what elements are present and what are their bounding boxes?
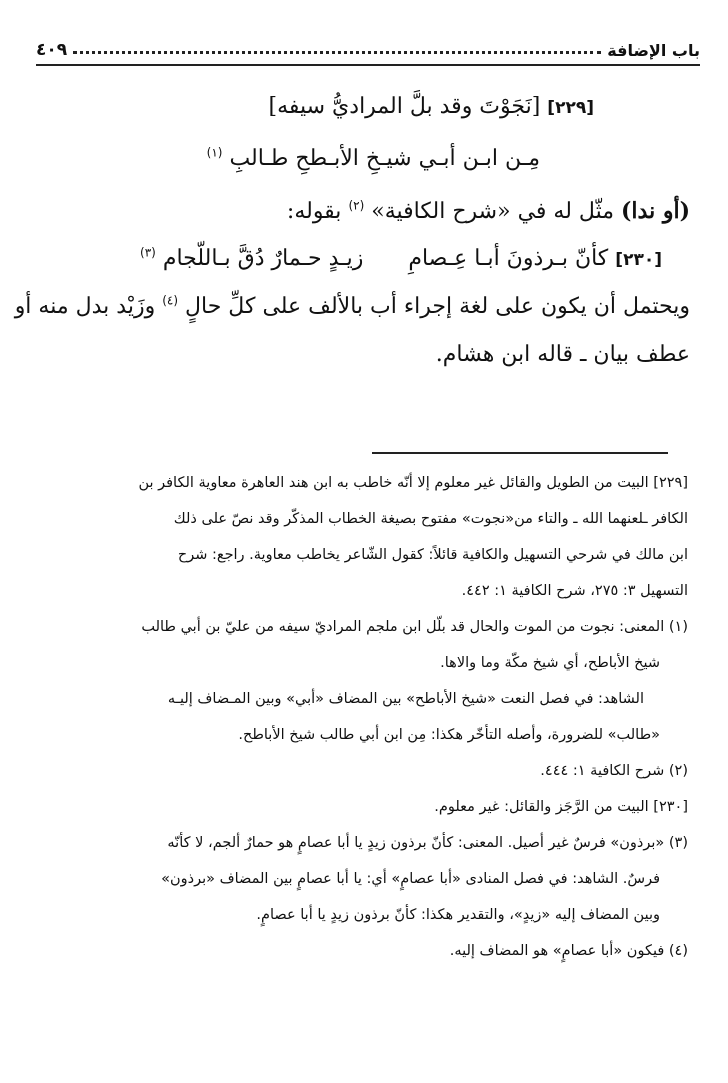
footnote-line: الكافر ـلعنهما الله ـ والتاء من«نجوت» مفتوح بصيغة الخطاب المذكّر وقد نصّ على ذلك [173,511,688,527]
text: وزَيْد بدل منه أو [14,294,156,319]
or-call-line [287,188,690,235]
verse-number: [٢٢٩] [547,98,594,118]
footnote-marker: (٢) [348,198,365,213]
running-header [36,30,700,60]
chapter-title: باب الإضافة [607,41,700,60]
footnote-line: [٢٣٠] البيت من الرَّجَز والقائل: غير معلوم. [434,799,688,815]
header-rule [36,64,700,66]
page-number: ٤٠٩ [36,40,68,60]
verse-first-hemistich: كأنّ بـرذونَ أبـا عِـصامِ [408,246,609,271]
verse-text: [نَجَوْتَ وقد بلَّ المراديُّ سيفه] [268,94,541,119]
prose-line: عطف بيان ـ قاله ابن هشام. [435,342,690,367]
dot-leader [73,51,601,54]
footnote-line: (٣) «برذون» فرسٌ غير أصيل. المعنى: كأنّ برذون زيدٍ يا أبا عصامٍ هو حمارٌ ألجم، لا كأنّه [167,835,688,851]
footnote-line: (٢) شرح الكافية ١: ٤٤٤. [540,763,688,779]
verse-text: مِـن ابـن أبـي شيـخِ الأبـطحِ طـالبِ [229,146,540,171]
text: ويحتمل أن يكون على لغة إجراء أب بالألف على كلِّ حالٍ [185,294,690,319]
footnote-line: الشاهد: في فصل النعت «شيخ الأباطح» بين المضاف «أبي» وبين المـضاف إليـه [167,691,644,707]
footnote-line: وبين المضاف إليه «زيدٍ»، والتقدير هكذا: كأنّ برذون زيدٍ يا أبا عصامٍ. [256,907,660,923]
verse-229-second-hemistich [207,136,540,182]
footnote-line: (٤) فيكون «أبا عصامٍ» هو المضاف إليه. [449,943,688,959]
footnote-marker: (٤) [162,293,179,308]
footnote-line: ابن مالك في شرحي التسهيل والكافية قائلاً: كقول الشّاعر يخاطب معاوية. راجع: شرح [177,547,688,563]
verse-230 [140,236,662,283]
footnote-line: فرسٌ. الشاهد: في فصل المنادى «أبا عصامٍ» أي: يا أبا عصامٍ بين المضاف «برذون» [161,871,660,887]
verse-229-first-hemistich [268,84,594,131]
footnote-line: (١) المعنى: نجوت من الموت والحال قد بلّل ابن ملجم المراديّ سيفه من عليّ بن أبي طالب [141,619,688,635]
verse-second-hemistich: زيـدٍ حـمارٌ دُقَّ بـاللّجام [162,246,364,271]
prose-line [15,284,690,330]
footnote-marker: (١) [206,145,223,160]
verse-number: [٢٣٠] [615,250,662,270]
text: مثّل له في «شرح الكافية» [371,199,614,224]
footnote-line: التسهيل ٣: ٢٧٥، شرح الكافية ١: ٤٤٢. [461,583,688,599]
quoted-term: (أو ندا) [621,198,690,224]
footnote-line: «طالب» للضرورة، وأصله التأخّر هكذا: مِن ابن أبي طالب شيخ الأباطح. [238,727,660,743]
footnote-line: [٢٢٩] البيت من الطويل والقائل غير معلوم إلا أنّه خاطب به ابن هند العاهرة معاوية الكافر بن [138,475,688,491]
footnote-line: شيخ الأباطح، أي شيخ مكّة وما والاها. [440,655,660,671]
footnote-marker: (٣) [140,245,156,260]
footnote-separator [372,452,668,454]
text: بقوله: [286,199,342,224]
